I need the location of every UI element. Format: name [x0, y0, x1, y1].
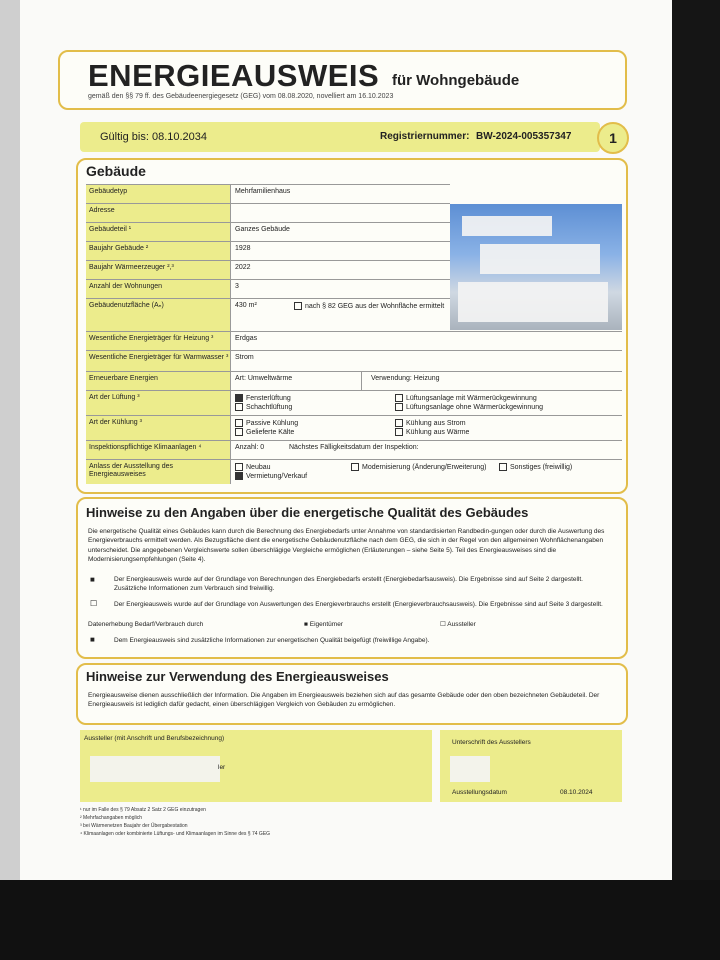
page-edge-shadow [0, 0, 20, 880]
issuer-label: Aussteller (mit Anschrift und Berufsbezeichnung) [84, 735, 225, 742]
row-value: 430 m² [235, 302, 257, 309]
row-value [232, 204, 235, 222]
row-label: Baujahr Gebäude ² [86, 242, 231, 260]
redacted-signature [450, 756, 490, 782]
row-label: Art der Lüftung ³ [86, 391, 231, 415]
row-options: Passive Kühlung Gelieferte Kälte [232, 416, 382, 440]
row-label: Gebäudeteil ¹ [86, 223, 231, 241]
row-options: Neubau Vermietung/Verkauf [232, 460, 382, 484]
row-value: Strom [235, 354, 254, 361]
registration-label: Registriernummer: [380, 131, 470, 142]
checkbox-additional: ■ [90, 635, 95, 644]
table-row [86, 184, 450, 203]
row-options: Lüftungsanlage mit Wärmerückgewinnung Lüftungsanlage ohne Wärmerückgewinnung [392, 391, 543, 415]
issue-date-label: Ausstellungsdatum [452, 789, 507, 796]
row-options: Fensterlüftung Schachtlüftung [232, 391, 382, 415]
document-subtitle: für Wohngebäude [392, 72, 520, 89]
footnote: ³ bei Wärmenetzen Baujahr der Übergabestation [80, 823, 188, 829]
table-row [86, 203, 450, 222]
table-row [86, 440, 622, 459]
row-label: Inspektionspflichtige Klimaanlagen ⁴ [86, 441, 231, 459]
footnotes [80, 806, 270, 838]
section-heading: Hinweise zur Verwendung des Energieausweises [86, 669, 389, 684]
row-value: Erdgas [235, 335, 258, 342]
row-label: Baujahr Wärmeerzeuger ²,³ [86, 261, 231, 279]
table-row [86, 350, 622, 371]
bullet-additional: Dem Energieausweis sind zusätzliche Informationen zur energetischen Qualität beigefügt (freiwillige Angabe). [114, 637, 430, 644]
table-row [86, 279, 450, 298]
notes-usage [76, 663, 628, 725]
row-label: Anlass der Ausstellung des Energieausweises [86, 460, 231, 484]
table-row [86, 298, 450, 331]
validity-bar [80, 122, 600, 152]
row-label: Wesentliche Energieträger für Heizung ³ [86, 332, 231, 350]
row-value: 2022 [235, 264, 251, 271]
table-row [86, 222, 450, 241]
data-collection-label: Datenerhebung Bedarf/Verbrauch durch [88, 621, 204, 628]
document-title: ENERGIEAUSWEIS [88, 58, 380, 93]
table-row [86, 390, 622, 415]
table-row [86, 260, 450, 279]
owner-option: ■ Eigentümer [304, 621, 343, 628]
row-label: Adresse [86, 204, 231, 222]
screen-bezel-bottom [0, 880, 720, 960]
section-heading: Gebäude [86, 163, 146, 179]
section-heading: Hinweise zu den Angaben über die energetische Qualität des Gebäudes [86, 505, 529, 520]
footnote: ¹ nur im Falle des § 79 Absatz 2 Satz 2 GEG einzutragen [80, 807, 206, 813]
issue-date: 08.10.2024 [560, 789, 593, 796]
checkbox-demand: ■ [90, 575, 95, 584]
notes-energy-quality [76, 497, 628, 659]
table-row [86, 241, 450, 260]
row-extra: nach § 82 GEG aus der Wohnfläche ermittelt [291, 299, 449, 331]
redacted-issuer [90, 756, 220, 782]
issuer-option: ☐ Aussteller [440, 621, 476, 628]
row-value: 1928 [235, 245, 251, 252]
row-options: Modernisierung (Änderung/Erweiterung) [348, 460, 488, 484]
row-extra: Nächstes Fälligkeitsdatum der Inspektion: [289, 444, 419, 451]
building-section [76, 158, 628, 494]
legal-reference: gemäß den §§ 79 ff. des Gebäudeenergiegesetz (GEG) vom 08.08.2020, novelliert am 16.10.2023 [88, 93, 394, 100]
signature-block [440, 730, 622, 802]
building-photo [450, 204, 622, 330]
row-value: Anzahl: 0 [235, 444, 265, 451]
signature-label: Unterschrift des Ausstellers [452, 739, 531, 746]
usage-text: Energieausweise dienen ausschließlich der Information. Die Angaben im Energieausweis beziehen sich auf das gesamte Gebäude oder den oben bezeichneten Gebäudeteil. Der Energieausweis ist lediglich dafür gedacht, einen überschlägigen Vergleich von Gebäuden zu ermöglichen. [88, 692, 600, 709]
page-number: 1 [597, 122, 629, 154]
screen-bezel-right [672, 0, 720, 880]
title-box [58, 50, 627, 110]
row-options: Sonstiges (freiwillig) [496, 460, 572, 484]
table-row [86, 331, 622, 350]
valid-until: Gültig bis: 08.10.2034 [100, 131, 208, 143]
row-options: Kühlung aus Strom Kühlung aus Wärme [392, 416, 469, 440]
issuer-fragment: ler [218, 764, 226, 771]
footnote: ⁴ Klimaanlagen oder kombinierte Lüftungs- und Klimaanlagen im Sinne des § 74 GEG [80, 831, 271, 837]
row-value: Mehrfamilienhaus [235, 188, 291, 195]
row-label: Art der Kühlung ³ [86, 416, 231, 440]
bullet-demand: Der Energieausweis wurde auf der Grundlage von Berechnungen des Energiebedarfs erstellt (Energiebedarfsausweis). Die Ergebnisse sind auf Seite 2 dargestellt. Zusätzliche Informationen zum Verbrauch sind freiwillig. [114, 576, 583, 593]
table-row [86, 415, 622, 440]
table-row [86, 459, 622, 484]
bullet-consumption: Der Energieausweis wurde auf der Grundlage von Auswertungen des Energieverbrauchs erstellt (Energieverbrauchsausweis). Die Ergebnisse sind auf Seite 3 dargestellt. [114, 601, 603, 608]
footnote: ² Mehrfachangaben möglich [80, 815, 142, 821]
table-row [86, 371, 622, 390]
row-label: Wesentliche Energieträger für Warmwasser ³ [86, 351, 231, 371]
checkbox-consumption: ☐ [90, 599, 98, 608]
row-label: Erneuerbare Energien [86, 372, 231, 390]
registration-number: BW-2024-005357347 [476, 131, 572, 142]
row-value: Art: Umweltwärme [232, 372, 362, 390]
row-label: Gebäudenutzfläche (Aₙ) [86, 299, 231, 331]
row-label: Gebäudetyp [86, 185, 231, 203]
row-value: Ganzes Gebäude [235, 226, 290, 233]
issuer-block [80, 730, 432, 802]
row-value: 3 [235, 283, 239, 290]
row-extra: Verwendung: Heizung [371, 375, 440, 382]
row-label: Anzahl der Wohnungen [86, 280, 231, 298]
intro-text: Die energetische Qualität eines Gebäudes kann durch die Berechnung des Energiebedarfs unter Annahme von standardisierten Randbedin-gungen oder durch die Auswertung des Energieverbrauchs ermittelt werden. Als Bezugsfläche dient die energetische Gebäudenutzfläche nach dem GEG, die sich in der Regel von den allgemeinen Wohnflächenangaben unterscheidet. Die angegebenen Vergleichswerte sollen überschlägige Vergleiche ermöglichen (Erläuterungen – siehe Seite 5). Teil des Energieausweises sind die Modernisierungsempfehlungen (Seite 4). [88, 528, 605, 564]
